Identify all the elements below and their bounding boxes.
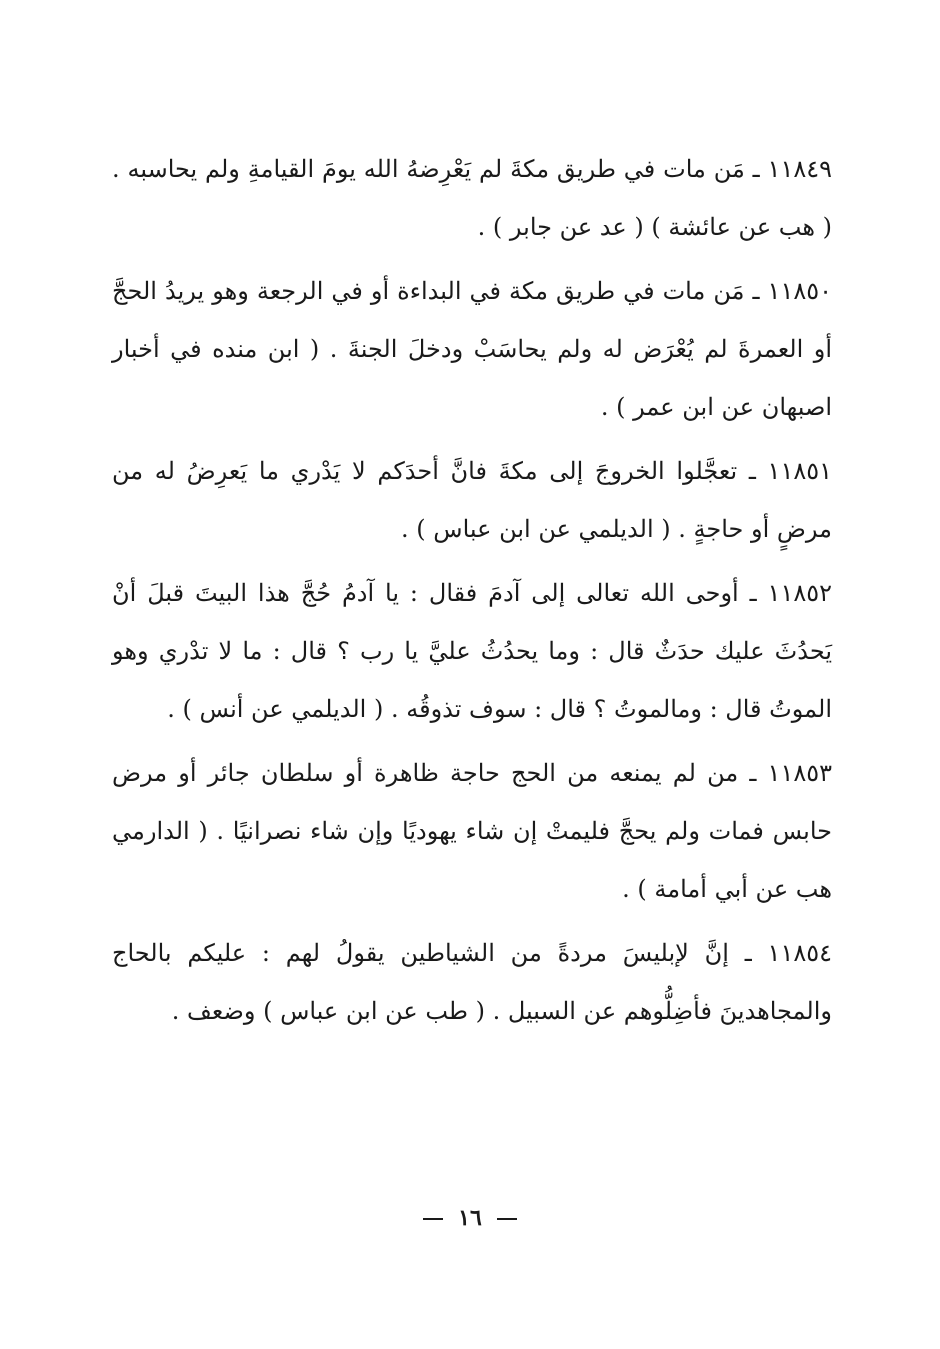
page-number: ١٦: [458, 1205, 482, 1231]
hadith-entry-11853: ١١٨٥٣ ـ من لم يمنعه من الحج حاجة ظاهرة أو سلطان جائر أو مرض حابس فمات ولم يحجَّ فليمتْ إن شاء يهوديًا وإن شاء نصرانيًا . ( الدارمي هب عن أبي أمامة ) .: [112, 759, 832, 903]
footer-dash-right: [497, 1218, 517, 1220]
hadith-entry-11852: ١١٨٥٢ ـ أوحى الله تعالى إلى آدمَ فقال : يا آدمُ حُجَّ هذا البيتَ قبلَ أنْ يَحدُثَ عليك حدَثٌ قال : وما يحدُثُ عليَّ يا رب ؟ قال : ما لا تدْري وهو الموتُ قال : ومالموتُ ؟ قال : سوف تذوقُه . ( الديلمي عن أنس ) .: [112, 579, 832, 723]
hadith-entry-11854: ١١٨٥٤ ـ إنَّ لإبليسَ مردةً من الشياطين يقولُ لهم : عليكم بالحاج والمجاهدينَ فأضِلُّوهم عن السبيل . ( طب عن ابن عباس ) وضعف .: [112, 939, 832, 1025]
hadith-entry-11851: ١١٨٥١ ـ تعجَّلوا الخروجَ إلى مكةَ فانَّ أحدَكم لا يَدْري ما يَعرِضُ له من مرضٍ أو حاجةٍ . ( الديلمي عن ابن عباس ) .: [112, 457, 832, 543]
hadith-entry-11849: ١١٨٤٩ ـ مَن مات في طريق مكةَ لم يَعْرِضهُ الله يومَ القيامةِ ولم يحاسبه . ( هب عن عائشة ) ( عد عن جابر ) .: [112, 155, 832, 241]
page-footer: [0, 1205, 940, 1231]
hadith-entry-11850: ١١٨٥٠ ـ مَن مات في طريق مكة في البداءة أو في الرجعة وهو يريدُ الحجَّ أو العمرةَ لم يُعْرَض له ولم يحاسَبْ ودخلَ الجنةَ . ( ابن منده في أخبار اصبهان عن ابن عمر ) .: [112, 277, 832, 421]
footer-dash-left: [423, 1218, 443, 1220]
